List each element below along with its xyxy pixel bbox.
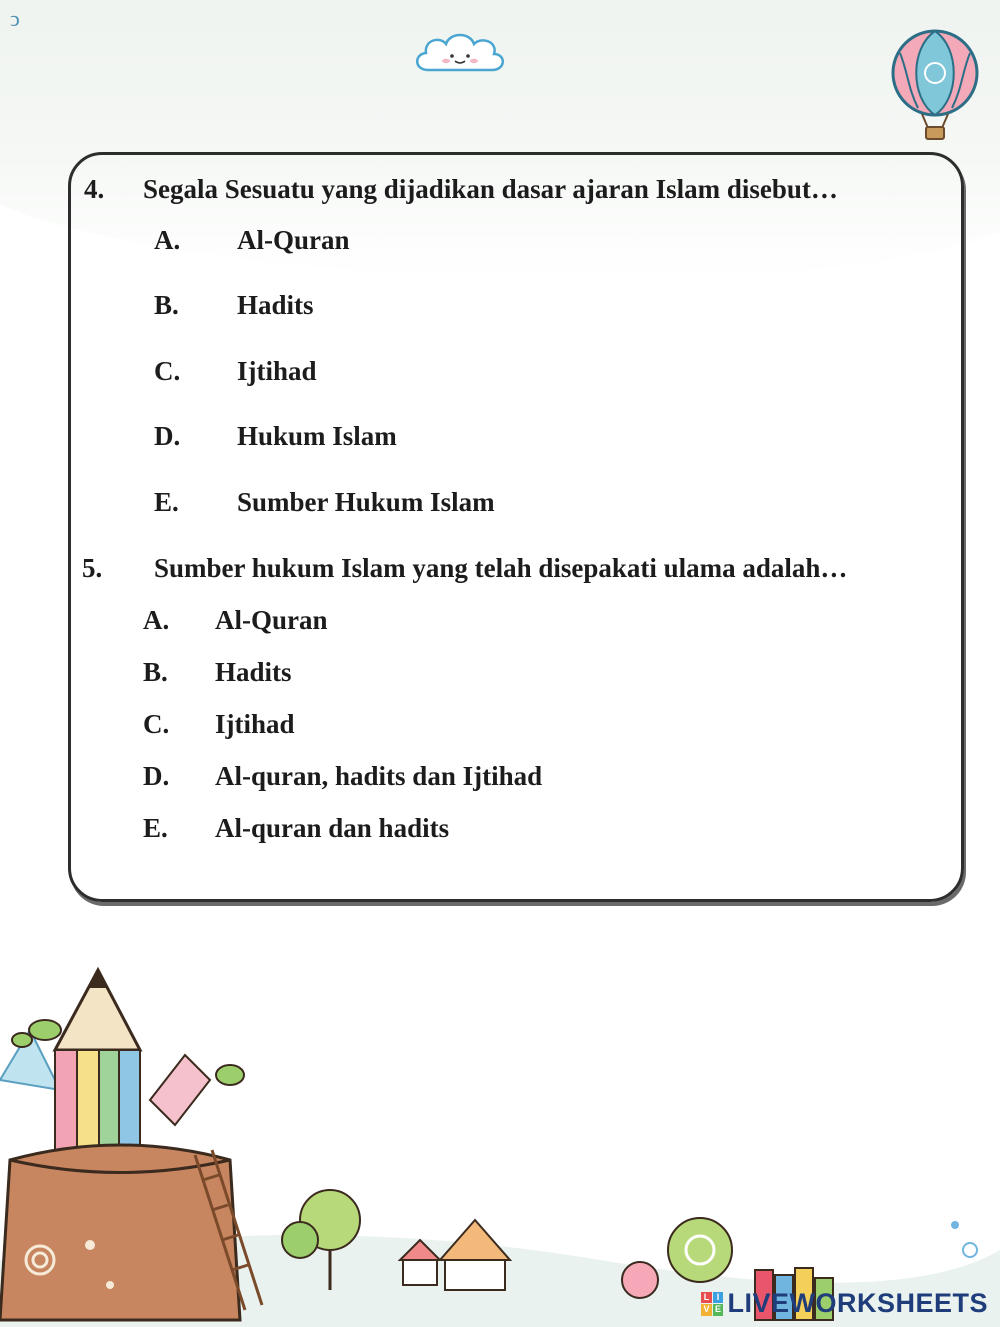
hot-air-balloon-icon (880, 28, 990, 143)
q4-option-e-letter: E. (154, 487, 179, 517)
watermark-text: LIVEWORKSHEETS (727, 1288, 988, 1318)
logo-letter-v: V (703, 1304, 710, 1314)
q5-option-e[interactable]: Al-quran dan hadits (215, 813, 450, 843)
q4-option-b[interactable]: Hadits (237, 290, 314, 320)
q5-option-d-letter: D. (143, 761, 170, 791)
q5-option-b[interactable]: Hadits (215, 657, 292, 687)
decorative-illustration (0, 960, 1000, 1327)
q4-option-c-letter: C. (154, 356, 181, 386)
q4-option-a[interactable]: Al-Quran (237, 225, 350, 255)
q4-option-a-letter: A. (154, 225, 181, 255)
q5-option-a[interactable]: Al-Quran (215, 605, 328, 635)
q5-option-c[interactable]: Ijtihad (215, 709, 295, 739)
logo-letter-l: L (701, 1292, 712, 1304)
q4-option-d-letter: D. (154, 421, 181, 451)
question-4-number: 4. (84, 174, 105, 204)
q5-option-a-letter: A. (143, 605, 170, 635)
logo-letter-e: E (714, 1304, 722, 1314)
liveworksheets-watermark (701, 1288, 988, 1319)
q4-option-d[interactable]: Hukum Islam (237, 421, 397, 451)
cloud-icon (410, 28, 510, 88)
liveworksheets-logo-icon (701, 1292, 723, 1316)
question-5-text: Sumber hukum Islam yang telah disepakati ulama adalah… (154, 553, 848, 583)
q4-option-e[interactable]: Sumber Hukum Islam (237, 487, 495, 517)
q5-option-b-letter: B. (143, 657, 168, 687)
q5-option-e-letter: E. (143, 813, 168, 843)
corner-swirl-icon: ↄ (10, 6, 20, 31)
logo-letter-i: I (713, 1292, 724, 1304)
q5-option-d[interactable]: Al-quran, hadits dan Ijtihad (215, 761, 543, 791)
q4-option-b-letter: B. (154, 290, 179, 320)
q4-option-c[interactable]: Ijtihad (237, 356, 317, 386)
q5-option-c-letter: C. (143, 709, 170, 739)
question-5-number: 5. (82, 553, 103, 583)
question-4-text: Segala Sesuatu yang dijadikan dasar ajaran Islam disebut… (143, 174, 838, 204)
